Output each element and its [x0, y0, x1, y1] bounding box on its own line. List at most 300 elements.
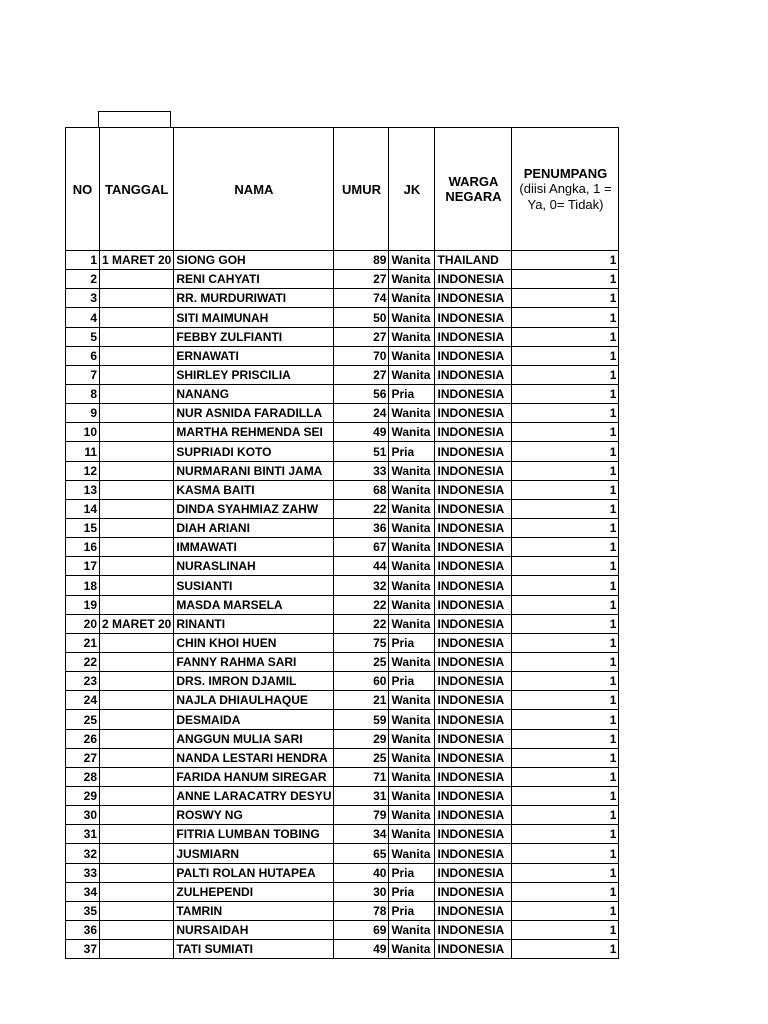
- row-no-cell[interactable]: 32: [66, 844, 100, 863]
- table-row: [66, 882, 619, 901]
- table-row: [66, 691, 619, 710]
- row-nama-cell[interactable]: TATI SUMIATI: [174, 940, 334, 959]
- row-warga-cell[interactable]: INDONESIA: [435, 614, 512, 633]
- row-nama-cell[interactable]: ERNAWATI: [174, 346, 334, 365]
- row-nama-cell[interactable]: NAJLA DHIAULHAQUE: [174, 691, 334, 710]
- row-penumpang-cell[interactable]: 1: [512, 786, 619, 805]
- row-penumpang-cell[interactable]: 1: [512, 748, 619, 767]
- row-tanggal-cell[interactable]: [100, 844, 174, 863]
- row-warga-cell[interactable]: INDONESIA: [435, 748, 512, 767]
- row-umur-cell[interactable]: 69: [334, 920, 389, 939]
- row-penumpang-cell[interactable]: 1: [512, 729, 619, 748]
- row-nama-cell[interactable]: ANGGUN MULIA SARI: [174, 729, 334, 748]
- row-warga-cell[interactable]: INDONESIA: [435, 691, 512, 710]
- row-no-cell[interactable]: 4: [66, 308, 100, 327]
- header-penumpang-title: PENUMPANG: [523, 165, 608, 181]
- row-jk-cell[interactable]: Wanita: [389, 595, 435, 614]
- row-no-cell[interactable]: 17: [66, 557, 100, 576]
- row-nama-cell[interactable]: ANNE LARACATRY DESYU: [174, 786, 334, 805]
- row-warga-cell[interactable]: INDONESIA: [435, 806, 512, 825]
- row-tanggal-cell[interactable]: [100, 767, 174, 786]
- row-umur-cell[interactable]: 60: [334, 672, 389, 691]
- row-tanggal-cell[interactable]: [100, 691, 174, 710]
- row-umur-cell[interactable]: 56: [334, 384, 389, 403]
- row-nama-cell[interactable]: IMMAWATI: [174, 538, 334, 557]
- row-no-cell[interactable]: 30: [66, 806, 100, 825]
- row-nama-cell[interactable]: DINDA SYAHMIAZ ZAHW: [174, 499, 334, 518]
- row-warga-cell[interactable]: INDONESIA: [435, 882, 512, 901]
- row-nama-cell[interactable]: FEBBY ZULFIANTI: [174, 327, 334, 346]
- table-row: [66, 844, 619, 863]
- row-nama-cell[interactable]: TAMRIN: [174, 901, 334, 920]
- row-nama-cell[interactable]: MASDA MARSELA: [174, 595, 334, 614]
- row-penumpang-cell[interactable]: 1: [512, 480, 619, 499]
- row-nama-cell[interactable]: SUSIANTI: [174, 576, 334, 595]
- row-umur-cell[interactable]: 51: [334, 442, 389, 461]
- row-tanggal-cell[interactable]: [100, 940, 174, 959]
- row-penumpang-cell[interactable]: 1: [512, 289, 619, 308]
- table-row: [66, 614, 619, 633]
- row-warga-cell[interactable]: INDONESIA: [435, 499, 512, 518]
- row-nama-cell[interactable]: FITRIA LUMBAN TOBING: [174, 825, 334, 844]
- row-warga-cell[interactable]: INDONESIA: [435, 518, 512, 537]
- row-warga-cell[interactable]: INDONESIA: [435, 346, 512, 365]
- row-umur-cell[interactable]: 70: [334, 346, 389, 365]
- row-no-cell[interactable]: 2: [66, 270, 100, 289]
- row-no-cell[interactable]: 20: [66, 614, 100, 633]
- row-tanggal-cell[interactable]: [100, 518, 174, 537]
- row-jk-cell[interactable]: Wanita: [389, 614, 435, 633]
- row-tanggal-cell[interactable]: [100, 557, 174, 576]
- row-warga-cell[interactable]: INDONESIA: [435, 442, 512, 461]
- row-jk-cell[interactable]: Wanita: [389, 576, 435, 595]
- table-row: [66, 748, 619, 767]
- row-tanggal-cell[interactable]: [100, 423, 174, 442]
- row-warga-cell[interactable]: INDONESIA: [435, 289, 512, 308]
- row-jk-cell[interactable]: Wanita: [389, 251, 435, 270]
- table-row: [66, 557, 619, 576]
- row-tanggal-cell[interactable]: [100, 404, 174, 423]
- row-no-cell[interactable]: 22: [66, 652, 100, 671]
- row-no-cell[interactable]: 1: [66, 251, 100, 270]
- row-jk-cell[interactable]: Wanita: [389, 365, 435, 384]
- row-warga-cell[interactable]: INDONESIA: [435, 652, 512, 671]
- row-no-cell[interactable]: 8: [66, 384, 100, 403]
- row-nama-cell[interactable]: NANANG: [174, 384, 334, 403]
- row-jk-cell[interactable]: Wanita: [389, 825, 435, 844]
- row-jk-cell[interactable]: Wanita: [389, 499, 435, 518]
- row-umur-cell[interactable]: 22: [334, 614, 389, 633]
- table-row: [66, 518, 619, 537]
- row-penumpang-cell[interactable]: 1: [512, 384, 619, 403]
- row-warga-cell[interactable]: INDONESIA: [435, 633, 512, 652]
- row-no-cell[interactable]: 33: [66, 863, 100, 882]
- row-no-cell[interactable]: 18: [66, 576, 100, 595]
- row-tanggal-cell[interactable]: [100, 633, 174, 652]
- table-row: [66, 710, 619, 729]
- row-jk-cell[interactable]: Wanita: [389, 289, 435, 308]
- row-umur-cell[interactable]: 27: [334, 327, 389, 346]
- row-umur-cell[interactable]: 22: [334, 499, 389, 518]
- row-umur-cell[interactable]: 34: [334, 825, 389, 844]
- row-jk-cell[interactable]: Wanita: [389, 538, 435, 557]
- row-penumpang-cell[interactable]: 1: [512, 691, 619, 710]
- row-jk-cell[interactable]: Wanita: [389, 786, 435, 805]
- row-penumpang-cell[interactable]: 1: [512, 920, 619, 939]
- row-no-cell[interactable]: 27: [66, 748, 100, 767]
- table-row: [66, 920, 619, 939]
- row-no-cell[interactable]: 10: [66, 423, 100, 442]
- row-warga-cell[interactable]: INDONESIA: [435, 920, 512, 939]
- row-jk-cell[interactable]: Wanita: [389, 748, 435, 767]
- row-no-cell[interactable]: 5: [66, 327, 100, 346]
- row-warga-cell[interactable]: INDONESIA: [435, 672, 512, 691]
- row-jk-cell[interactable]: Wanita: [389, 346, 435, 365]
- row-umur-cell[interactable]: 89: [334, 251, 389, 270]
- row-tanggal-cell[interactable]: [100, 480, 174, 499]
- row-warga-cell[interactable]: INDONESIA: [435, 844, 512, 863]
- row-umur-cell[interactable]: 22: [334, 595, 389, 614]
- row-penumpang-cell[interactable]: 1: [512, 442, 619, 461]
- row-nama-cell[interactable]: KASMA BAITI: [174, 480, 334, 499]
- row-warga-cell[interactable]: INDONESIA: [435, 863, 512, 882]
- row-nama-cell[interactable]: JUSMIARN: [174, 844, 334, 863]
- row-no-cell[interactable]: 16: [66, 538, 100, 557]
- row-tanggal-cell[interactable]: [100, 442, 174, 461]
- row-warga-cell[interactable]: INDONESIA: [435, 786, 512, 805]
- row-jk-cell[interactable]: Wanita: [389, 844, 435, 863]
- row-jk-cell[interactable]: Pria: [389, 384, 435, 403]
- table-row: [66, 289, 619, 308]
- row-penumpang-cell[interactable]: 1: [512, 710, 619, 729]
- row-nama-cell[interactable]: RINANTI: [174, 614, 334, 633]
- row-umur-cell[interactable]: 30: [334, 882, 389, 901]
- row-nama-cell[interactable]: NURASLINAH: [174, 557, 334, 576]
- table-row: [66, 461, 619, 480]
- table-row: [66, 576, 619, 595]
- header-umur[interactable]: UMUR: [334, 128, 389, 251]
- table-row: [66, 672, 619, 691]
- row-jk-cell[interactable]: Wanita: [389, 806, 435, 825]
- row-tanggal-cell[interactable]: [100, 576, 174, 595]
- row-tanggal-cell[interactable]: [100, 327, 174, 346]
- row-penumpang-cell[interactable]: 1: [512, 652, 619, 671]
- row-tanggal-cell[interactable]: [100, 384, 174, 403]
- row-warga-cell[interactable]: INDONESIA: [435, 901, 512, 920]
- row-umur-cell[interactable]: 49: [334, 423, 389, 442]
- row-nama-cell[interactable]: SIONG GOH: [174, 251, 334, 270]
- row-nama-cell[interactable]: FARIDA HANUM SIREGAR: [174, 767, 334, 786]
- row-jk-cell[interactable]: Wanita: [389, 327, 435, 346]
- row-tanggal-cell[interactable]: [100, 652, 174, 671]
- row-penumpang-cell[interactable]: 1: [512, 365, 619, 384]
- row-jk-cell[interactable]: Wanita: [389, 308, 435, 327]
- row-penumpang-cell[interactable]: 1: [512, 595, 619, 614]
- row-no-cell[interactable]: 23: [66, 672, 100, 691]
- row-jk-cell[interactable]: Wanita: [389, 518, 435, 537]
- row-nama-cell[interactable]: NURMARANI BINTI JAMA: [174, 461, 334, 480]
- table-row: [66, 423, 619, 442]
- row-jk-cell[interactable]: Pria: [389, 672, 435, 691]
- row-tanggal-cell[interactable]: [100, 672, 174, 691]
- row-umur-cell[interactable]: 71: [334, 767, 389, 786]
- row-jk-cell[interactable]: Wanita: [389, 940, 435, 959]
- row-tanggal-cell[interactable]: [100, 863, 174, 882]
- row-no-cell[interactable]: 3: [66, 289, 100, 308]
- passenger-table: [65, 127, 619, 959]
- row-jk-cell[interactable]: Pria: [389, 882, 435, 901]
- row-jk-cell[interactable]: Wanita: [389, 423, 435, 442]
- row-warga-cell[interactable]: INDONESIA: [435, 308, 512, 327]
- row-tanggal-cell[interactable]: [100, 825, 174, 844]
- row-penumpang-cell[interactable]: 1: [512, 576, 619, 595]
- row-penumpang-cell[interactable]: 1: [512, 767, 619, 786]
- row-tanggal-cell[interactable]: [100, 346, 174, 365]
- row-umur-cell[interactable]: 24: [334, 404, 389, 423]
- table-row: [66, 729, 619, 748]
- row-no-cell[interactable]: 37: [66, 940, 100, 959]
- row-umur-cell[interactable]: 31: [334, 786, 389, 805]
- row-nama-cell[interactable]: RENI CAHYATI: [174, 270, 334, 289]
- table-row: [66, 480, 619, 499]
- row-tanggal-cell[interactable]: [100, 710, 174, 729]
- row-tanggal-cell[interactable]: [100, 882, 174, 901]
- row-warga-cell[interactable]: INDONESIA: [435, 365, 512, 384]
- row-tanggal-cell[interactable]: [100, 289, 174, 308]
- row-penumpang-cell[interactable]: 1: [512, 518, 619, 537]
- row-jk-cell[interactable]: Pria: [389, 901, 435, 920]
- row-nama-cell[interactable]: DRS. IMRON DJAMIL: [174, 672, 334, 691]
- row-jk-cell[interactable]: Wanita: [389, 920, 435, 939]
- row-umur-cell[interactable]: 74: [334, 289, 389, 308]
- row-penumpang-cell[interactable]: 1: [512, 614, 619, 633]
- row-penumpang-cell[interactable]: 1: [512, 672, 619, 691]
- table-row: [66, 365, 619, 384]
- table-row: [66, 940, 619, 959]
- row-penumpang-cell[interactable]: 1: [512, 327, 619, 346]
- row-umur-cell[interactable]: 78: [334, 901, 389, 920]
- row-jk-cell[interactable]: Wanita: [389, 461, 435, 480]
- row-jk-cell[interactable]: Wanita: [389, 729, 435, 748]
- row-nama-cell[interactable]: ROSWY NG: [174, 806, 334, 825]
- row-tanggal-cell[interactable]: [100, 499, 174, 518]
- row-warga-cell[interactable]: INDONESIA: [435, 404, 512, 423]
- row-tanggal-cell[interactable]: [100, 748, 174, 767]
- row-no-cell[interactable]: 36: [66, 920, 100, 939]
- row-penumpang-cell[interactable]: 1: [512, 882, 619, 901]
- row-jk-cell[interactable]: Wanita: [389, 710, 435, 729]
- row-tanggal-cell[interactable]: [100, 806, 174, 825]
- table-row: [66, 442, 619, 461]
- row-penumpang-cell[interactable]: 1: [512, 499, 619, 518]
- row-nama-cell[interactable]: NURSAIDAH: [174, 920, 334, 939]
- row-umur-cell[interactable]: 67: [334, 538, 389, 557]
- row-warga-cell[interactable]: INDONESIA: [435, 595, 512, 614]
- row-umur-cell[interactable]: 25: [334, 748, 389, 767]
- row-warga-cell[interactable]: INDONESIA: [435, 767, 512, 786]
- row-umur-cell[interactable]: 33: [334, 461, 389, 480]
- row-umur-cell[interactable]: 49: [334, 940, 389, 959]
- row-tanggal-cell[interactable]: [100, 461, 174, 480]
- row-warga-cell[interactable]: INDONESIA: [435, 729, 512, 748]
- row-umur-cell[interactable]: 27: [334, 365, 389, 384]
- header-warga-negara[interactable]: [435, 128, 512, 251]
- row-umur-cell[interactable]: 59: [334, 710, 389, 729]
- row-no-cell[interactable]: 13: [66, 480, 100, 499]
- row-warga-cell[interactable]: INDONESIA: [435, 270, 512, 289]
- row-no-cell[interactable]: 28: [66, 767, 100, 786]
- row-umur-cell[interactable]: 36: [334, 518, 389, 537]
- row-nama-cell[interactable]: MARTHA REHMENDA SEI: [174, 423, 334, 442]
- row-warga-cell[interactable]: INDONESIA: [435, 825, 512, 844]
- row-warga-cell[interactable]: INDONESIA: [435, 538, 512, 557]
- row-jk-cell[interactable]: Wanita: [389, 270, 435, 289]
- row-jk-cell[interactable]: Wanita: [389, 480, 435, 499]
- row-nama-cell[interactable]: RR. MURDURIWATI: [174, 289, 334, 308]
- row-jk-cell[interactable]: Wanita: [389, 404, 435, 423]
- row-jk-cell[interactable]: Pria: [389, 863, 435, 882]
- row-jk-cell[interactable]: Wanita: [389, 652, 435, 671]
- row-no-cell[interactable]: 21: [66, 633, 100, 652]
- row-penumpang-cell[interactable]: 1: [512, 538, 619, 557]
- row-warga-cell[interactable]: INDONESIA: [435, 576, 512, 595]
- row-tanggal-cell[interactable]: 1 MARET 20: [100, 251, 174, 270]
- row-nama-cell[interactable]: SITI MAIMUNAH: [174, 308, 334, 327]
- row-no-cell[interactable]: 12: [66, 461, 100, 480]
- table-row: [66, 270, 619, 289]
- row-jk-cell[interactable]: Pria: [389, 442, 435, 461]
- row-no-cell[interactable]: 24: [66, 691, 100, 710]
- row-no-cell[interactable]: 15: [66, 518, 100, 537]
- header-penumpang[interactable]: [512, 128, 619, 251]
- row-no-cell[interactable]: 29: [66, 786, 100, 805]
- row-penumpang-cell[interactable]: 1: [512, 557, 619, 576]
- table-row: [66, 901, 619, 920]
- row-penumpang-cell[interactable]: 1: [512, 901, 619, 920]
- header-nama[interactable]: NAMA: [174, 128, 334, 251]
- row-penumpang-cell[interactable]: 1: [512, 844, 619, 863]
- row-jk-cell[interactable]: Wanita: [389, 767, 435, 786]
- row-nama-cell[interactable]: NANDA LESTARI HENDRA: [174, 748, 334, 767]
- row-warga-cell[interactable]: INDONESIA: [435, 461, 512, 480]
- row-nama-cell[interactable]: PALTI ROLAN HUTAPEA: [174, 863, 334, 882]
- row-umur-cell[interactable]: 40: [334, 863, 389, 882]
- row-tanggal-cell[interactable]: [100, 920, 174, 939]
- row-nama-cell[interactable]: DESMAIDA: [174, 710, 334, 729]
- row-jk-cell[interactable]: Pria: [389, 633, 435, 652]
- row-umur-cell[interactable]: 29: [334, 729, 389, 748]
- row-penumpang-cell[interactable]: 1: [512, 270, 619, 289]
- row-no-cell[interactable]: 19: [66, 595, 100, 614]
- row-umur-cell[interactable]: 50: [334, 308, 389, 327]
- row-no-cell[interactable]: 26: [66, 729, 100, 748]
- row-no-cell[interactable]: 11: [66, 442, 100, 461]
- table-row: [66, 538, 619, 557]
- row-tanggal-cell[interactable]: [100, 270, 174, 289]
- row-penumpang-cell[interactable]: 1: [512, 308, 619, 327]
- row-nama-cell[interactable]: SHIRLEY PRISCILIA: [174, 365, 334, 384]
- row-nama-cell[interactable]: FANNY RAHMA SARI: [174, 652, 334, 671]
- row-jk-cell[interactable]: Wanita: [389, 691, 435, 710]
- row-umur-cell[interactable]: 25: [334, 652, 389, 671]
- row-no-cell[interactable]: 34: [66, 882, 100, 901]
- row-warga-cell[interactable]: INDONESIA: [435, 940, 512, 959]
- header-warga-line2: NEGARA: [445, 189, 502, 204]
- row-umur-cell[interactable]: 68: [334, 480, 389, 499]
- row-tanggal-cell[interactable]: [100, 365, 174, 384]
- row-umur-cell[interactable]: 79: [334, 806, 389, 825]
- row-umur-cell[interactable]: 65: [334, 844, 389, 863]
- row-penumpang-cell[interactable]: 1: [512, 423, 619, 442]
- row-penumpang-cell[interactable]: 1: [512, 461, 619, 480]
- row-penumpang-cell[interactable]: 1: [512, 346, 619, 365]
- row-warga-cell[interactable]: INDONESIA: [435, 480, 512, 499]
- row-warga-cell[interactable]: INDONESIA: [435, 327, 512, 346]
- header-jk[interactable]: JK: [389, 128, 435, 251]
- row-penumpang-cell[interactable]: 1: [512, 404, 619, 423]
- row-penumpang-cell[interactable]: 1: [512, 806, 619, 825]
- row-tanggal-cell[interactable]: [100, 595, 174, 614]
- row-no-cell[interactable]: 25: [66, 710, 100, 729]
- row-umur-cell[interactable]: 21: [334, 691, 389, 710]
- row-penumpang-cell[interactable]: 1: [512, 633, 619, 652]
- row-tanggal-cell[interactable]: 2 MARET 20: [100, 614, 174, 633]
- table-row: [66, 806, 619, 825]
- row-penumpang-cell[interactable]: 1: [512, 251, 619, 270]
- row-umur-cell[interactable]: 32: [334, 576, 389, 595]
- row-nama-cell[interactable]: ZULHEPENDI: [174, 882, 334, 901]
- row-nama-cell[interactable]: NUR ASNIDA FARADILLA: [174, 404, 334, 423]
- row-no-cell[interactable]: 31: [66, 825, 100, 844]
- row-no-cell[interactable]: 14: [66, 499, 100, 518]
- row-tanggal-cell[interactable]: [100, 729, 174, 748]
- table-row: [66, 384, 619, 403]
- row-nama-cell[interactable]: DIAH ARIANI: [174, 518, 334, 537]
- table-row: [66, 652, 619, 671]
- header-tanggal[interactable]: TANGGAL: [100, 128, 174, 251]
- table-row: [66, 595, 619, 614]
- row-nama-cell[interactable]: CHIN KHOI HUEN: [174, 633, 334, 652]
- row-no-cell[interactable]: 9: [66, 404, 100, 423]
- table-row: [66, 825, 619, 844]
- row-tanggal-cell[interactable]: [100, 901, 174, 920]
- row-no-cell[interactable]: 6: [66, 346, 100, 365]
- table-row: [66, 308, 619, 327]
- row-warga-cell[interactable]: INDONESIA: [435, 557, 512, 576]
- row-umur-cell[interactable]: 44: [334, 557, 389, 576]
- row-tanggal-cell[interactable]: [100, 786, 174, 805]
- table-row: [66, 404, 619, 423]
- row-warga-cell[interactable]: INDONESIA: [435, 384, 512, 403]
- row-tanggal-cell[interactable]: [100, 538, 174, 557]
- row-warga-cell[interactable]: INDONESIA: [435, 423, 512, 442]
- row-warga-cell[interactable]: THAILAND: [435, 251, 512, 270]
- row-penumpang-cell[interactable]: 1: [512, 863, 619, 882]
- row-penumpang-cell[interactable]: 1: [512, 940, 619, 959]
- table-row: [66, 499, 619, 518]
- header-row: [66, 128, 619, 251]
- row-tanggal-cell[interactable]: [100, 308, 174, 327]
- row-no-cell[interactable]: 35: [66, 901, 100, 920]
- header-no[interactable]: NO: [66, 128, 100, 251]
- row-penumpang-cell[interactable]: 1: [512, 825, 619, 844]
- row-nama-cell[interactable]: SUPRIADI KOTO: [174, 442, 334, 461]
- row-warga-cell[interactable]: INDONESIA: [435, 710, 512, 729]
- row-no-cell[interactable]: 7: [66, 365, 100, 384]
- row-umur-cell[interactable]: 27: [334, 270, 389, 289]
- row-jk-cell[interactable]: Wanita: [389, 557, 435, 576]
- row-umur-cell[interactable]: 75: [334, 633, 389, 652]
